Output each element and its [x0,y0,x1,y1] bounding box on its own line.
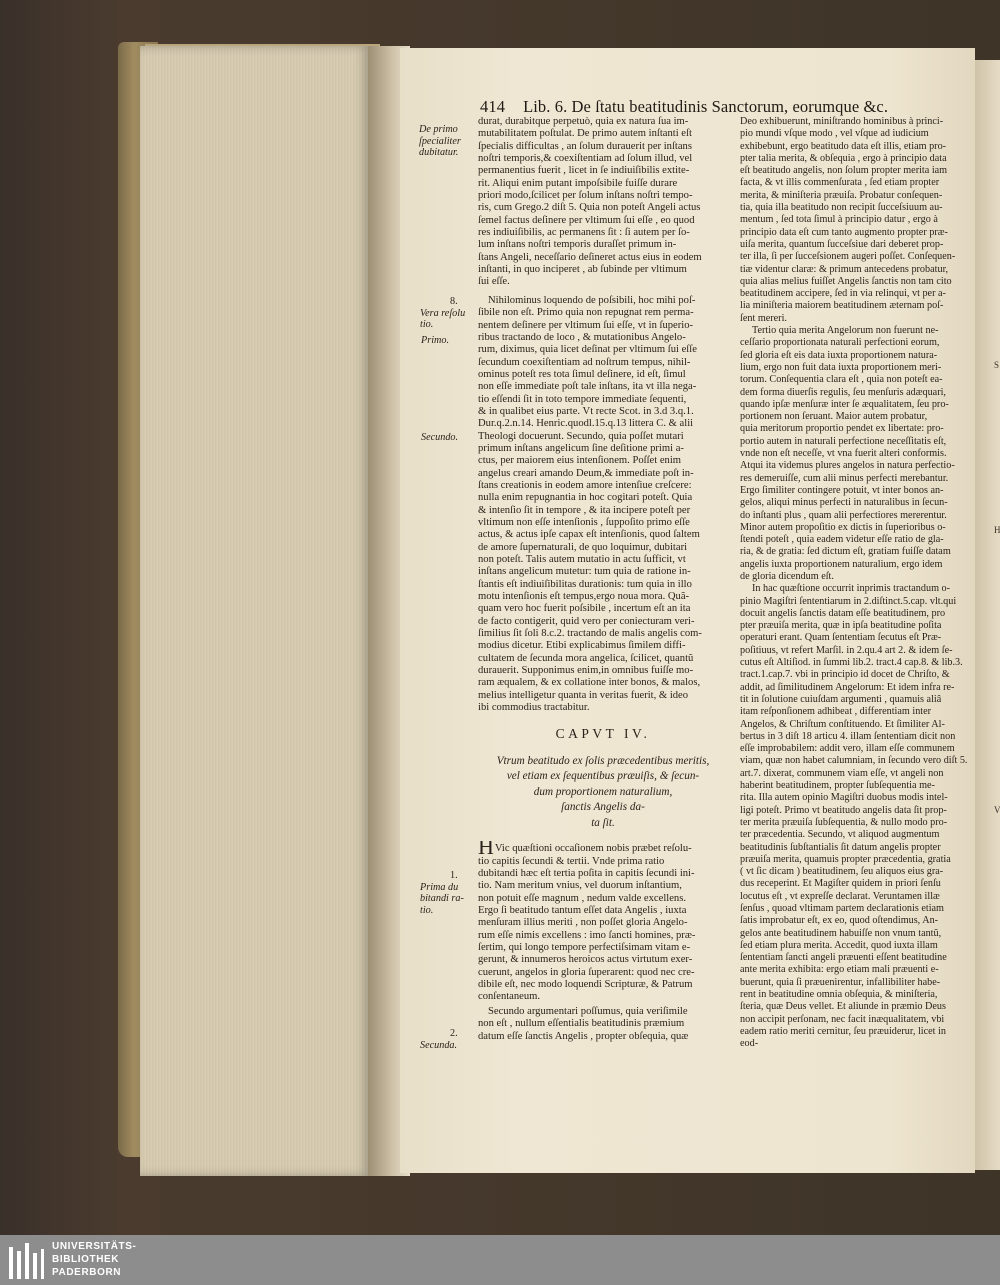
text-line: primum inſtans angelicum ſine deſitione primi a- [478,442,684,454]
text-line: ris, cum Grego.2 diſt 5. Quia non poteſt Angeli actus [478,202,701,214]
text-line: mutabilitatem poſtulat. De primo autem inſtanti eſt [478,128,692,140]
text-line: cultatem de ſecunda mora angelica, ſcilicet, quantũ [478,652,694,664]
text-line: Deo exhibuerunt, miniſtrando hominibus à princi- [740,116,944,127]
text-line: Ergo ſimiliter contingere potuit, vt inter bonos an- [740,484,944,496]
text-line: uiſa merita, quantum ſucceſsiue dari deberet prop- [740,238,944,250]
text-line: de gloria dicendum eſt. [740,570,834,582]
text-line: dibile eſt, nec modo loquendi Scripturæ, & Patrum [478,979,693,991]
chapter-heading: CAPVT IV. [555,725,651,741]
text-line: pio mundi vſque modo , vel vſque ad iudicium [740,128,929,140]
text-line: angelis iuxta proportionem naturalium, ergo idem [740,558,943,570]
text-line: rita. Illa autem opinio Magiſtri duobus modis intel- [740,792,948,804]
text-line-content: Vic quæſtioni occaſionem nobis præbet reſolu- [494,843,692,855]
facing-page-fragment: S H V [975,60,1000,1170]
text-line: itam reſponſionem adhibeat , differentiam inter [740,706,932,718]
text-line: portionem non ſeruant. Maior autem probatur, [740,411,928,423]
text-line: mentum , ſed tota ſimul à principio datur , ergo à [740,214,938,226]
text-line: inſtans angelicum mutetur: tum quia de ratione in- [478,566,691,578]
library-logo [6,1239,46,1281]
text-line: motu intenſionis eſt tempus,ergo noua mora. Quã- [478,591,690,603]
text-line: eod- [740,1038,759,1050]
text-line: ante merita exhibita: ergo etiam mali præuenti e- [740,964,939,976]
paragraph-secundo [478,1006,728,1043]
text-line: priori modo,ſcilicet per ſolum inſtans noſtri tempo- [478,190,693,202]
margin-note-secundo: Secundo. [421,432,459,443]
text-line: durauerit. Supponimus enim,in omnibus fuiſſe mo- [478,665,694,677]
text-line: exhibebunt, ergo beatitudo data eſt illis, etiam pro- [740,140,947,152]
text-line: Secundo argumentari poſſumus, quia veriſimile [488,1005,688,1017]
text-line: ſtendi poteſt , quia eadem videtur eſſe ratio de gla- [740,534,944,546]
text-line: menſuram illius meriti , non poſſet gloria Angelo- [478,917,688,929]
chapter-block [478,725,728,832]
text-line: conſentaneum. [478,991,541,1003]
chapter-summary [478,754,728,832]
text-line: ſemel factus deſinere per vltimum ſui eſſe , eo quod [478,214,695,226]
text-line: buerunt, quia ſi præuenirentur, infallibiliter habe- [740,976,941,988]
text-line: ſtantis eſt indiuiſibilitas durationis: tum quia in illo [478,578,692,590]
text-line: ter merita præuiſa ſubſequentia, & nullo modo pro- [740,816,948,828]
text-line: eſſe improbabilem: addit vero, illam eſſe communem [740,743,955,755]
running-title: Lib. 6. De ſtatu beatitudinis Sanctorum, eorumque &c. [523,97,889,116]
text-line: ligi poteſt. Primo vt beatitudo angelis data ſit prop- [740,804,947,816]
text-line: pinio Magiſtri ſententiarum in 2.diſtinct.5.cap. vlt.qui [740,595,957,607]
text-line: bertus in 3 diſt 18 articu 4. illam ſententiam dicit non [740,730,956,742]
text-line: permanentius fuerit , licet in ſe indiuiſibilis extite- [478,165,690,177]
text-line: locutus eſt , vt expreſſe declarat. Veruntamen illæ [740,890,940,902]
text-line: ter illa, ſi per ſucceſsionem augeri poſſet. Conſequen- [740,251,956,263]
text-line: eſt beatitudo angelis, non ſolum propter merita iam [740,165,948,177]
text-line: ( vt ſic dicam ) beatitudinem, ſeu aliquos eius gra- [740,866,944,878]
text-line: tio capitis ſecundi & tertii. Vnde prima ratio [478,855,665,867]
text-line: quia alias melius fuiſſet Angelis ſanctis non tam cito [740,275,952,287]
text-line: quam vero hoc fuerit poſsibile , incertum eſt an ita [478,603,691,615]
text-line: Dur.q.2.n.14. Henric.quodl.15.q.13 littera C. & alii [478,418,694,430]
text-line: vnde non eſt neceſſe, vt vna fuerit alteri conformis. [740,448,947,460]
text-line: ſibile non eſt. Primo quia non repugnat rem perma- [478,307,694,319]
text-line: beatitudinis ſubſtantialis ſit datum angelis propter [740,841,941,853]
left-text-column [478,116,728,1043]
text-line: ſui eſſe. [478,276,510,288]
text-line: torum. Conſequentia clara eſt , quia non poteſt ea- [740,374,943,386]
summary-line: Vtrum beatitudo ex ſolis præcedentibus meritis, [496,754,710,767]
text-line: gelos, aliqui minus perfecti in naturalibus in ſecun- [740,497,948,509]
text-line: ria, & de gratia: ſed dictum eſt, gratiam fuiſſe datam [740,546,951,558]
margin-note-vera-resolutio: 8. Vera reſolu tio. [420,296,466,330]
text-line: merita, & miniſteria præuiſa. Probatur conſequen- [740,189,943,201]
text-line: datum eſſe ſanctis Angelis , propter obſequia, quæ [478,1030,689,1042]
text-line: portio autem in naturali perfectione neceſſitatis eſt, [740,435,947,447]
page-block-edges [140,46,370,1176]
text-line: tia, quia illa beatitudo non recipit ſucceſsiuum au- [740,202,943,214]
text-line: quia meritorum proportio pendet ex libertate: pro- [740,423,944,435]
text-line: nentem deſinere per vltimum ſui eſſe, vt in ſuperio- [478,319,694,331]
paragraph-continuation [478,116,728,289]
text-line: ſent mereri. [740,312,787,324]
text-line: ſtans Angeli, neceſſario deſineret actus eius in eodem [478,251,702,263]
text-line: ibi commodius tractabitur. [478,702,590,714]
text-line: Minor autem propoſitio ex dictis in ſuperioribus o- [740,521,946,533]
text-line: haberint beatitudinem, propter ſubſequentia me- [740,780,935,792]
right-text-column [740,116,968,1051]
paragraph-resolution [478,295,728,715]
text-line: ram æqualem, & ex collatione inter bonos, & malos, [478,677,701,689]
text-line: Ergo ſi beatitudo tantum eſſet data Angelis , iuxta [478,905,687,917]
text-line: durat, durabitque perpetuò, quia ex natura ſua im- [478,116,689,127]
text-line: principio data eſt cum tanto augmento propter præ- [740,226,948,238]
text-line: ſed etiam plura merita. Accedit, quod iuxta illam [740,939,938,951]
text-line: do inſtanti plus , quam alii perfectiores mererentur. [740,509,947,521]
text-line: dus receperint. Et Magiſter quidem in priori ſenſu [740,878,941,890]
text-line: & in qualibet eius parte. Vt recte Scot. in 3.d 3.q.1. [478,405,694,417]
text-line: non eſſe immediate poſt tale inſtans, ita vt illa nega- [478,381,697,393]
text-line: rent in beatitudine omnia obſequia, & miniſteria, [740,989,938,1001]
summary-line: dum proportionem naturalium, [533,785,673,798]
text-line: gerunt, & innumeros heroicos actus virtutum exer- [478,954,693,966]
text-line: tiæ videntur claræ: & primum antecedens probatur, [740,263,949,275]
text-line: res indiuiſibilis, ac permanens ſit : ſi autem per ſo- [478,227,690,239]
text-line: ribus tractando de loco , & mutationibus Angelo- [478,331,686,343]
text-line: de amore ſupernaturali, de quo loquimur, dubitari [478,541,688,553]
text-line: Atqui ita videmus plures angelos in natura perfectio- [740,460,955,472]
text-line: pter talia merita, & obſequia , ergo à principio data [740,152,947,164]
text-line: ceſſario proportionata naturali perfectioni eorum, [740,337,940,349]
text-line: pter præuiſa merita, quæ in ipſa beatitudine poſita [740,620,942,632]
text-line: art.7. dixerat, communem viam eſſe, vt angeli non [740,767,944,779]
text-line: dem forma diuerſis regulis, ſeu menſuris adæquari, [740,386,946,398]
paragraph-prima-ratio [478,841,728,1003]
text-line: nulla enim repugnantia in hoc cogitari poteſt. Quia [478,492,693,504]
text-line: melius intelligetur quanta in veritas fuerit, & ideo [478,689,689,701]
text-line: res demeruiſſe, cum alii minus perfecti merebantur. [740,472,949,484]
text-line: inſtanti, in quo inciperet , ab ſubinde per vltimum [478,264,687,276]
text-line: lum inſtans noſtri temporis duraſſet primum in- [478,239,677,251]
text-line: de facto contigerit, quid vero per coniecturam veri- [478,615,695,627]
text-line: tio. Nam meritum vnius, vel duorum inſtantium, [478,880,682,892]
summary-line: vel etiam ex ſequentibus præuiſis, & ſecun- [506,770,700,783]
text-line: Theologi docuerunt. Secundo, quia poſſet mutari [478,430,684,442]
text-line: modius dicetur. Etibi explicabimus ſimilem diffi- [478,640,686,652]
text-line: ſteria, quæ Deus vellet. Et aliunde in præmio Deus [740,1001,946,1013]
margin-note-prima-dubitandi: 1. Prima du bitandi ra- tio. [420,870,464,916]
text-line: tract.1.cap.7. vbi in principio id docet de Chriſto, & [740,669,950,681]
text-line: operaturi erant. Quam ſententiam ſecutus eſt Præ- [740,632,942,644]
text-line: ſpecialis difficultas , an ſolum durauerit per inſtans [478,140,692,152]
text-line: non potuit eſſe magnum , nedum valde excellens. [478,892,686,904]
text-line: poſitiuus, vt refert Marſil. in 2.qu.4 art 2. & idem ſe- [740,644,953,656]
text-line: ſertim, qui longo tempore perfectiſsimam vitam e- [478,942,691,954]
text-line: rum eſſe nimis excellens : imo ſancti homines, præ- [478,929,696,941]
text-line: rum, diximus, quia licet deſinat per vltimum ſui eſſe [478,344,697,356]
text-line: noſtri temporis,& coexiſtentiam ad ſolum illud, vel [478,153,693,165]
text-line: gelos ante beatitudinem habuiſſe non vnum tantũ, [740,927,942,939]
text-line: non eſt , nullum eſſentialis beatitudinis præmium [478,1018,685,1030]
summary-line: ſanctis Angelis da- [561,801,645,814]
text-line: Angelos, & Chriſtum conſtituendo. Et ſimiliter Al- [740,718,945,730]
library-footer [0,1235,1000,1285]
text-line: Tertio quia merita Angelorum non fuerunt ne- [752,325,939,337]
text-line: ſed gloria eſt eis data iuxta proportionem natura- [740,349,938,361]
text-line: facta, & vt illis commenſurata , ſed etiam propter [740,177,940,189]
text-line: beatitudinem accipere, ſed in via relinqui, vt per a- [740,288,946,300]
running-head [480,97,940,117]
text-line: Nihilominus loquendo de poſsibili, hoc mihi poſ- [488,294,696,306]
text-line: præuiſa merita, quamuis propter præcedentia, gratia [740,853,951,865]
text-line: ſtans creationis in eodem amore intenſiue creſcere: [478,479,692,491]
text-line: ſatis improbatur eſt, ex eo, quod oſtendimus, An- [740,915,939,927]
text-line: rit. Aliqui enim putant impoſsibile fuiſſe durare [478,177,678,189]
text-line [478,841,728,855]
margin-note-secunda: 2. Secunda. [420,1028,458,1051]
text-line: lia miniſteria maiorem beatitudinem æternam poſ- [740,300,944,312]
text-line: ctus, per maiorem eius intenſionem. Poſſet enim [478,455,682,467]
text-line: lium, ergo non fuit data iuxta proportionem meri- [740,361,942,373]
text-line: addit, ad ſimilitudinem Angelorum: Et idem infra re- [740,681,955,693]
text-line: non poteſt. Talis autem mutatio in actu ſufficit, vt [478,554,686,566]
text-line: angelus creari amando Deum,& immediate poſt in- [478,467,694,479]
margin-note-primo: Primo. [421,335,450,346]
text-line: eadem ratio meriti cernitur, ſeu præuiderur, licet in [740,1025,946,1037]
text-line: cuerunt, angelos in gloria ſuperarent: quod nec cre- [478,966,695,978]
text-line: ter præcedentia. Secundo, vt aliquod augmentum [740,829,940,841]
text-line: actus, & actus ipſe capax eſt intenſionis, quod ſaltem [478,529,700,541]
text-line: ſecundum coexiſtentiam ad noſtrum tempus, nihil- [478,356,691,368]
text-line: non accipit perſonam, nec facit inæqualitatem, vbi [740,1013,945,1025]
margin-note-de-primo: De primo ſpecialiter dubitatur. [419,124,461,158]
text-line: ominus poteſt res tota ſimul deſinere, id eſt, ſimul [478,368,686,380]
text-line: cutus eſt Altiſiod. in ſummi lib.2. tract.4 cap.8. & lib.3. [740,657,963,669]
summary-line: ta ſit. [591,816,615,829]
text-line: quando ipſæ menſuræ inter ſe æqualitatem, ſeu pro- [740,398,949,410]
page-number: 414 [480,97,506,116]
text-line: tio eſſendi ſit in toto tempore immediate ſequenti, [478,393,687,405]
drop-capital: H [478,841,494,856]
text-line: & intenſio ſit in tempore , & ita incipere poteſt per [478,504,691,516]
text-line: ſententiam ſancti angeli præuenti eſſent beatitudine [740,952,947,964]
text-line: In hac quæſtione occurrit inprimis tractandum o- [752,583,951,595]
text-line: viam, quæ non habet calumniam, in ſecundo vero diſt 5. [740,755,968,767]
text-line: ſenſus , quoad vltimam partem declarationis etiam [740,903,944,914]
text-line: dubitandi hæc eſt tertia poſita in capitis ſecundi ini- [478,868,695,880]
text-line: vltimum non eſſe intenſionis , ſuppoſito primo eſſe [478,517,690,528]
text-line: ſimilius ſit ſoli 8.c.2. tractando de malis angelis com- [478,628,702,640]
text-line: docuit angelis ſanctis datam eſſe beatitudinem, pro [740,607,946,619]
library-name: UNIVERSITÄTS- BIBLIOTHEK PADERBORN [52,1241,137,1278]
text-line: tit in ſolutione cuiuſdam argumenti , quamuis aliâ [740,693,942,705]
